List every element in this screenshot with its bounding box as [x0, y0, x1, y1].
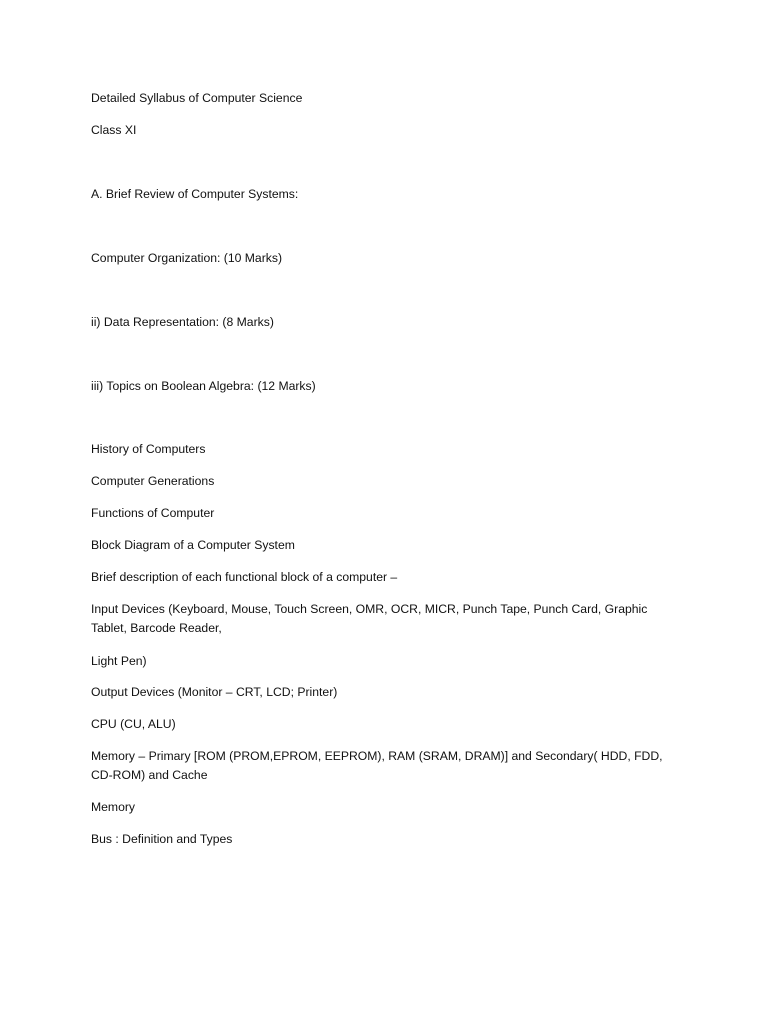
syllabus-item-functional-blocks: Brief description of each functional block of a computer – [91, 570, 398, 584]
syllabus-item-memory-types: Memory – Primary [ROM (PROM,EPROM, EEPROM), RAM (SRAM, DRAM)] and Secondary( HDD, FDD, CD-ROM) and Cache [91, 749, 663, 782]
topic-heading-data-representation: ii) Data Representation: (8 Marks) [91, 315, 274, 329]
syllabus-item-cpu: CPU (CU, ALU) [91, 717, 176, 731]
syllabus-item-functions: Functions of Computer [91, 506, 215, 520]
syllabus-item-memory: Memory [91, 800, 136, 814]
topic-heading-boolean-algebra: iii) Topics on Boolean Algebra: (12 Marks) [91, 379, 316, 393]
document-title: Detailed Syllabus of Computer Science [91, 91, 303, 105]
section-heading: A. Brief Review of Computer Systems: [91, 187, 299, 201]
topic-heading-computer-organization: Computer Organization: (10 Marks) [91, 251, 283, 265]
syllabus-item-generations: Computer Generations [91, 474, 215, 488]
syllabus-item-history: History of Computers [91, 442, 206, 456]
syllabus-item-input-devices: Input Devices (Keyboard, Mouse, Touch Screen, OMR, OCR, MICR, Punch Tape, Punch Card, Graphic Tablet, Barcode Reader, [91, 602, 648, 635]
syllabus-item-block-diagram: Block Diagram of a Computer System [91, 538, 295, 552]
class-label: Class XI [91, 123, 137, 137]
syllabus-item-light-pen: Light Pen) [91, 654, 147, 668]
syllabus-item-bus: Bus : Definition and Types [91, 832, 233, 846]
syllabus-item-output-devices: Output Devices (Monitor – CRT, LCD; Printer) [91, 685, 338, 699]
